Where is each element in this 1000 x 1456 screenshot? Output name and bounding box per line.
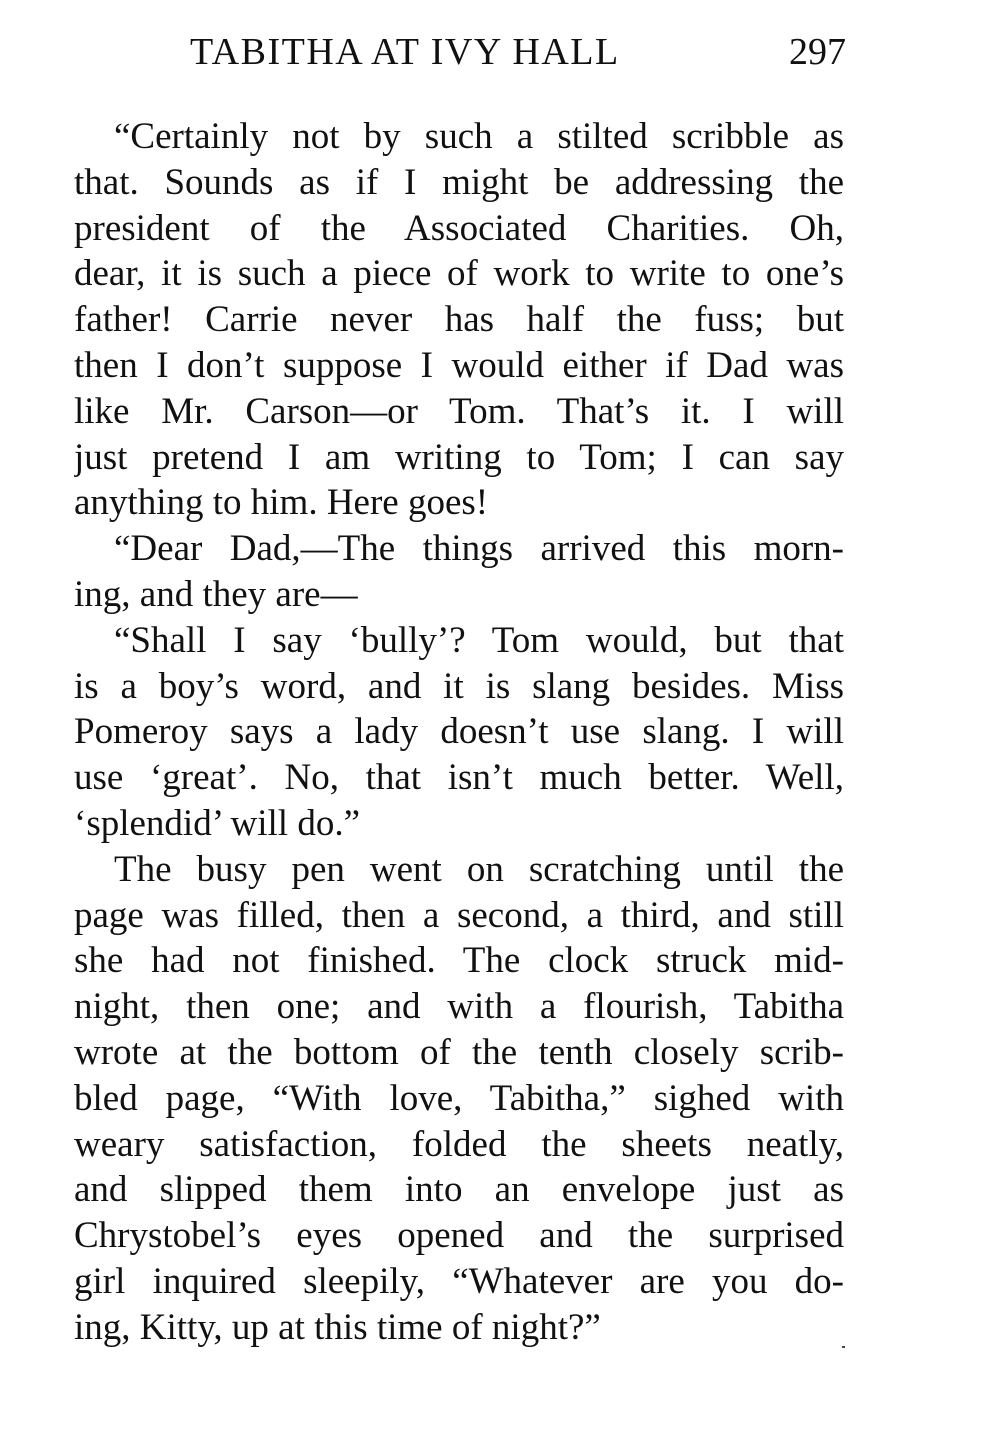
text-line: Chrystobel’s eyes opened and the surprised: [74, 1215, 844, 1257]
text-line: ‘splendid’ will do.”: [74, 802, 361, 844]
text-line: “Certainly not by such a stilted scribble as: [114, 116, 844, 157]
text-line: then I don’t suppose I would either if Dad was: [74, 344, 844, 386]
text-line: that. Sounds as if I might be addressing the: [74, 161, 844, 203]
text-line: night, then one; and with a flourish, Tabitha: [74, 986, 844, 1028]
text-line: weary satisfaction, folded the sheets neatly,: [74, 1123, 844, 1165]
text-line: girl inquired sleepily, “Whatever are you do-: [74, 1260, 844, 1302]
running-head: [190, 28, 846, 76]
text-line: dear, it is such a piece of work to write to one’s: [74, 253, 844, 295]
page-number: 297: [789, 31, 846, 73]
text-line: ing, Kitty, up at this time of night?”: [74, 1306, 601, 1348]
text-line: Pomeroy says a lady doesn’t use slang. I will: [74, 711, 844, 753]
text-line: The busy pen went on scratching until the: [114, 848, 844, 890]
text-line: just pretend I am writing to Tom; I can say: [74, 436, 844, 478]
text-line: “Dear Dad,—The things arrived this morn-: [114, 528, 844, 570]
text-line: page was filled, then a second, a third, and still: [74, 894, 844, 936]
text-line: she had not finished. The clock struck mid-: [74, 940, 844, 982]
text-line: is a boy’s word, and it is slang besides. Miss: [74, 665, 844, 707]
text-line: and slipped them into an envelope just as: [74, 1169, 844, 1211]
text-line: ing, and they are—: [74, 573, 358, 615]
text-line: use ‘great’. No, that isn’t much better. Well,: [74, 757, 844, 799]
text-line: like Mr. Carson—or Tom. That’s it. I will: [74, 390, 844, 432]
text-line: bled page, “With love, Tabitha,” sighed with: [74, 1077, 844, 1119]
text-line: father! Carrie never has half the fuss; but: [74, 299, 844, 341]
running-title: TABITHA AT IVY HALL: [190, 31, 620, 73]
scan-speck: [842, 1346, 845, 1348]
text-line: “Shall I say ‘bully’? Tom would, but that: [114, 619, 844, 661]
body-text: [74, 114, 844, 1351]
text-line: anything to him. Here goes!: [74, 482, 489, 524]
text-line: wrote at the bottom of the tenth closely scrib-: [74, 1031, 844, 1073]
text-line: president of the Associated Charities. Oh,: [74, 207, 844, 249]
